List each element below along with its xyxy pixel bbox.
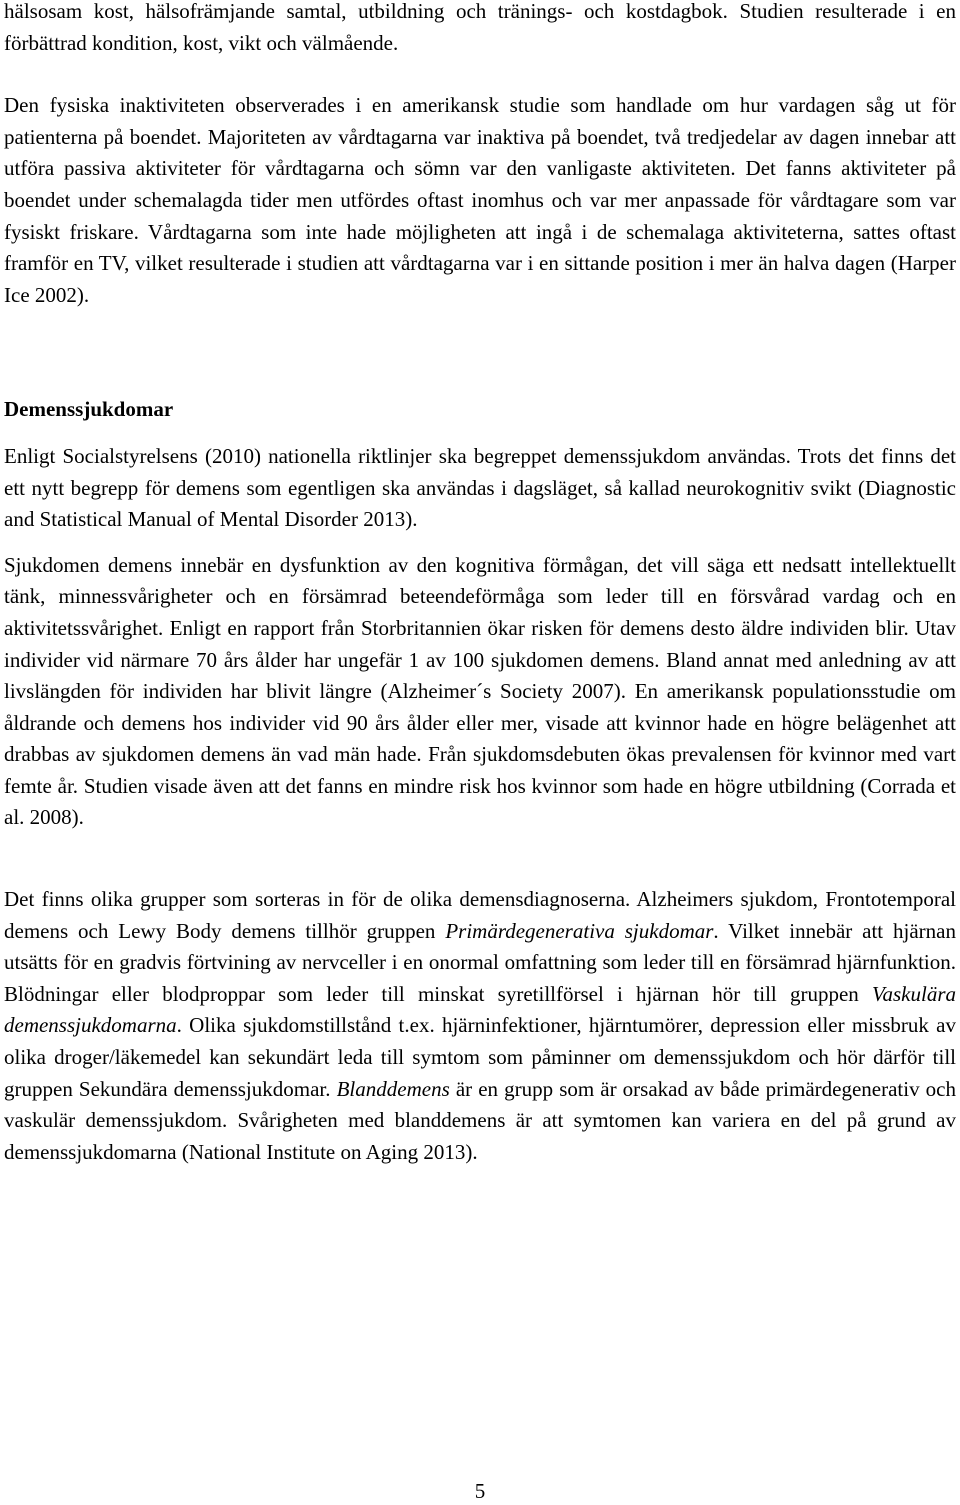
- page-number: 5: [474, 1479, 486, 1503]
- paragraph-physical-inactivity: Den fysiska inaktiviteten observerades i en amerikansk studie som handlade om hur vardagen såg ut för patienterna på boendet. Majoriteten av vårdtagarna var inaktiva på boendet, två tredjedelar av dagen innebar att utföra passiva aktiviteter för vårdtagarna och sömn var den vanligaste aktiviteten. Det fanns aktiviteter på boendet under schemalagda tider men utfördes oftast inomhus och var mer anpassade för vårdtagare som var fysiskt friskare. Vårdtagarna som inte hade möjligheten att ingå i de schemalaga aktiviteterna, sattes oftast framför en TV, vilket resulterade i studien att vårdtagarna var i en sittande position i mer än halva dagen (Harper Ice 2002).: [4, 93, 956, 307]
- paragraph-intervention-results: hälsosam kost, hälsofrämjande samtal, utbildning och tränings- och kostdagbok. Studien resulterade i en förbättrad kondition, kost, vikt och välmående.: [4, 0, 956, 55]
- term-vaskulara: Vaskulära demenssjukdomarna: [4, 981, 956, 1038]
- section-heading-demenssjukdomar: Demenssjukdomar: [4, 397, 174, 422]
- document-body: [4, 0, 956, 1168]
- dementia-groups-text-1: Det finns olika grupper som sorteras in för de olika demensdiagnoserna. Alzheimers sjukdom, Frontotemporal demens och Lewy Body demens tillhör gruppen: [4, 887, 956, 943]
- term-primardegenerativa: Primärdegenerativa sjukdomar: [445, 918, 714, 943]
- paragraph-dementia-prevalence: Sjukdomen demens innebär en dysfunktion av den kognitiva förmågan, det vill säga ett nedsatt intellektuellt tänk, minnessvårigheter och en försämrad beteendeförmåga som leder till en försvårad vardag och en aktivitetssvårighet. Enligt en rapport från Storbritannien ökar risken för demens desto äldre individen blir. Utav individer vid närmare 70 års ålder har ungefär 1 av 100 sjukdomen demens. Bland annat med anledning av att livslängden för individen har blivit längre (Alzheimer´s Society 2007). En amerikansk populationsstudie om åldrande och demens hos individer vid 90 års ålder eller mer, visade att kvinnor hade en högre belägenhet att drabbas av sjukdomen demens än vad män hade. Från sjukdomsdebuten ökas prevalensen för kvinnor med vart femte år. Studien visade även att det fanns en mindre risk hos kvinnor som hade en högre utbildning (Corrada et al. 2008).: [4, 552, 956, 830]
- term-blanddemens: Blanddemens: [336, 1076, 450, 1101]
- paragraph-dementia-groups: [4, 884, 956, 1168]
- dementia-groups-text-3: . Olika sjukdomstillstånd t.ex. hjärninfektioner, hjärntumörer, depression eller missbruk av olika droger/läkemedel kan sekundärt leda till symtom som påminner om demenssjukdom och hör därför till gruppen Sekundära demenssjukdomar.: [4, 1013, 956, 1101]
- paragraph-socialstyrelsen-definition: Enligt Socialstyrelsens (2010) nationella riktlinjer ska begreppet demenssjukdom användas. Trots det finns det ett nytt begrepp för demens som egentligen ska användas i dagsläget, så kallad neurokognitiv svikt (Diagnostic and Statistical Manual of Mental Disorder 2013).: [4, 443, 956, 532]
- dementia-groups-text-4: är en grupp som är orsakad av både primärdegenerativ och vaskulär demenssjukdom. Svårigheten med blanddemens är att symtomen kan variera en del på grund av demenssjukdomarna (National Institute on Aging 2013).: [4, 1076, 957, 1164]
- dementia-groups-text-2: . Vilket innebär att hjärnan utsätts för en gradvis förtvining av nervceller i en onormal omfattning som leder till en försämrad hjärnfunktion. Blödningar eller blodproppar som leder till minskat syretillförsel i hjärnan hör till gruppen: [4, 918, 956, 1006]
